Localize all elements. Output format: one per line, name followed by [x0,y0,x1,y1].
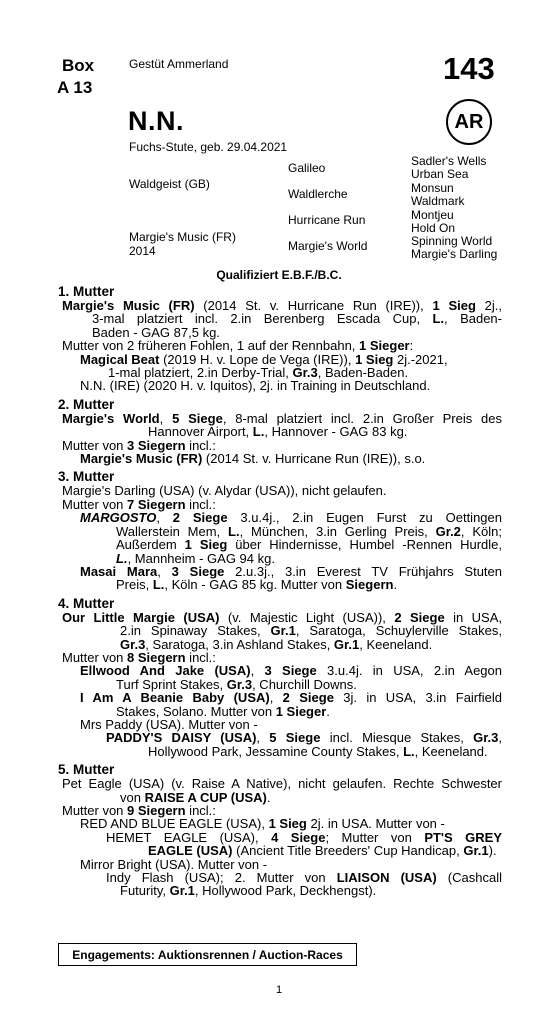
text-run: L. [403,743,415,759]
text-run: , [159,410,173,426]
text-run: 5 Siege [172,410,223,426]
text-run: Masai Mara [80,563,158,579]
section-line [58,452,502,465]
text-run: Gr.1 [333,636,360,652]
text-run: L. [152,577,165,593]
text-run: , [256,730,270,746]
section-line [58,525,502,538]
text-run: Gr.3 [226,676,253,692]
breeder-name: Gestüt Ammerland [129,57,229,71]
pedigree-sire-sire: Galileo [288,161,326,175]
text-run: Mutter von [62,803,128,818]
section-line [58,858,502,871]
text-run: L. [432,311,445,327]
text-run: . [326,703,330,719]
text-run: Preis, [116,577,153,593]
text-run: 2j., [475,298,503,313]
text-run: 7 Siegern [127,496,186,512]
pedigree-g4-3: Monsun [411,181,454,195]
lot-number: 143 [443,51,495,86]
section-line [58,299,502,312]
text-run: 9 Siegern [127,803,186,818]
section-line [58,412,502,425]
section-line [58,552,502,565]
section-heading: 1. Mutter [58,284,115,299]
text-run: 3j. in USA, 3.in Fairfield [333,690,502,706]
section-line [58,439,502,452]
section-line [58,831,502,844]
text-run: Gr.1 [169,883,195,899]
text-run: incl. Miesque Stakes, [320,730,474,746]
text-run: incl.: [185,649,216,665]
text-run: Außerdem [116,537,185,553]
text-run: Mutter von [62,649,128,665]
text-run: 2.u.3j., 3.in Everest TV Frühjahrs Stuten [224,563,502,579]
section-line [58,884,502,897]
text-run: , Keeneland. [359,636,433,652]
pedigree-g4-7: Spinning World [411,234,493,248]
text-run: Hollywood Park, Jessamine County Stakes, [148,743,404,759]
section-line [58,638,502,651]
text-run: Baden - GAG 87,5 kg. [92,324,220,340]
box-number: A 13 [57,78,93,97]
section-line [58,484,502,497]
text-run: Hannover Airport, [148,424,253,440]
section-heading: 2. Mutter [58,396,115,412]
text-run: 1 Sieg [432,298,476,313]
text-run: Margie's Music (FR) [62,298,195,313]
text-run: , 8-mal platziert incl. 2.in Großer Preis des [222,410,503,426]
section-line [58,678,502,691]
section-line [58,745,502,758]
text-run: Pet Eagle (USA) (v. Raise A Native), nicht gelaufen. Rechte Schwester [62,776,502,792]
ar-badge-label: AR [454,110,484,133]
text-run: L. [252,424,265,440]
pedigree-g4-1: Sadler's Wells [411,154,487,168]
section-line [58,624,502,637]
text-run: Margie's Darling (USA) (v. Alydar (USA)), nicht gelaufen. [62,483,387,499]
text-run: , Baden-Baden. [317,365,409,381]
text-run: , [498,730,502,746]
text-run: ; Mutter von [325,829,425,845]
section-line [58,326,502,339]
text-run: 3 Siege [264,663,317,679]
family-sections [58,285,502,898]
pedigree-dam-year: 2014 [129,244,156,258]
text-run: Margie's Music (FR) [80,451,203,467]
section-heading: 5. Mutter [58,762,115,778]
text-run: 1 Sieger [359,338,410,354]
section-line [58,565,502,578]
pedigree-g4-6: Hold On [411,221,456,235]
text-run: . [266,789,271,805]
section-line [58,366,502,379]
engagements-label: Engagements: Auktionsrennen / Auction-Races [72,947,343,962]
pedigree-dam: Margie's Music (FR) [129,230,236,244]
text-run: incl.: [185,803,216,818]
pedigree-sire: Waldgeist (GB) [129,177,210,191]
text-run: (2014 St. v. Hurricane Run (IRE)), s.o. [202,451,426,467]
pedigree-dam-sire: Hurricane Run [288,213,366,227]
pedigree-g4-2: Urban Sea [411,167,469,181]
section-line [58,578,502,591]
text-run: LIAISON (USA) [336,870,437,886]
text-run: 3-mal platziert incl. 2.in Berenberg Escada Cup, [92,311,433,327]
text-run: 1 Sieg [184,537,228,553]
text-run: Gr.1 [463,843,489,859]
text-run: , Saratoga, 3.in Ashland Stakes, [145,636,334,652]
text-run: , Saratoga, Schuylerville Stakes, [295,623,502,639]
text-run: 3 Siege [171,563,225,579]
text-run: Mutter von [62,496,128,512]
text-run: , [250,663,265,679]
section-line [58,705,502,718]
text-run: Ellwood And Jake (USA) [80,663,251,679]
text-run: 3.u.4j. in USA, 2.in Aegon [316,663,502,679]
text-run: , Keeneland. [414,743,488,759]
text-run: Turf Sprint Stakes, [116,676,227,692]
section-line [58,731,502,744]
text-run: , Mannheim - GAG 94 kg. [127,550,275,566]
section-line [58,844,502,857]
text-run: 1 Sieger [275,703,327,719]
text-run: (2019 H. v. Lope de Vega (IRE)), [159,351,356,367]
engagements-box [58,943,357,966]
text-run: Gr.1 [270,623,296,639]
qualification: Qualifiziert E.B.F./B.C. [216,268,342,282]
text-run: 2.in Spinaway Stakes, [120,623,271,639]
section-line [58,538,502,551]
text-run: PT'S GREY [424,829,503,845]
section-line [58,312,502,325]
section-line [58,718,502,731]
text-run: Gr.3 [292,365,318,381]
text-run: incl.: [185,437,216,453]
text-run: , Hollywood Park, Deckhengst). [194,883,377,899]
section-line [58,425,502,438]
text-run: Futurity, [120,883,170,899]
text-run: (Ancient Title Breeders' Cup Handicap, [232,843,464,859]
section-line [58,804,502,817]
horse-name: N.N. [128,106,184,136]
text-run: Mirror Bright (USA). Mutter von - [80,856,268,872]
text-run: RAISE A CUP (USA) [144,789,267,805]
text-run: RED AND BLUE EAGLE (USA), [80,816,269,832]
pedigree-g4-5: Montjeu [411,208,454,222]
section-line [58,611,502,624]
text-run: 2j.-2021, [393,351,448,367]
text-run: 1-mal platziert, 2.in Derby-Trial, [108,365,293,381]
text-run: , München, 3.in Gerling Preis, [239,523,436,539]
pedigree-dam-dam: Margie's World [288,239,368,253]
text-run: , Baden- [444,311,502,327]
section-line [58,379,502,392]
text-run: Stakes, Solano. Mutter von [116,703,276,719]
text-run: 3 Siegern [127,437,186,453]
section-line [58,498,502,511]
text-run: : [409,338,414,354]
text-run: , [269,690,283,706]
text-run: ). [488,843,497,859]
ar-badge [446,99,492,145]
section-line [58,353,502,366]
text-run: Mutter von 2 früheren Fohlen, 1 auf der Rennbahn, [62,338,360,354]
text-run: 4 Siege [271,829,326,845]
section-line [58,871,502,884]
section-line [58,777,502,790]
section-line [58,664,502,677]
pedigree-g4-8: Margie's Darling [411,247,498,261]
text-run: Gr.2 [435,523,461,539]
text-run: 2 Siege [282,690,334,706]
section-heading: 4. Mutter [58,595,115,611]
text-run: PADDY'S DAISY (USA) [106,730,257,746]
text-run: . [393,577,398,593]
text-run: HEMET EAGLE (USA), [106,829,272,845]
text-run: I Am A Beanie Baby (USA) [80,690,270,706]
text-run: Gr.3 [473,730,499,746]
text-run: Our Little Margie (USA) [62,609,220,625]
text-run: MARGOSTO [80,510,157,526]
text-run: , Köln; [460,523,502,539]
text-run: Siegern [345,577,394,593]
text-run: Wallerstein Mem, [116,523,229,539]
text-run: Mrs Paddy (USA). Mutter von - [80,716,258,732]
section-line [58,339,502,352]
section-line [58,817,502,830]
text-run: Mutter von [62,437,128,453]
text-run: , Köln - GAG 85 kg. Mutter von [164,577,346,593]
text-run: über Hindernisse, Humbel -Rennen Hurdle, [227,537,503,553]
text-run: (2014 St. v. Hurricane Run (IRE)), [194,298,433,313]
text-run: EAGLE (USA) [148,843,233,859]
text-run: , [157,563,172,579]
text-run: (v. Majestic Light (USA)), [219,609,395,625]
text-run: Indy Flash (USA); 2. Mutter von [106,870,337,886]
text-run: , [156,510,173,526]
text-run: Magical Beat [80,351,160,367]
text-run: 1 Sieg [355,351,394,367]
text-run: (Cashcall [436,870,502,886]
text-run: L. [116,550,128,566]
text-run: 2 Siege [172,510,228,526]
text-run: Gr.3 [120,636,146,652]
box-label: Box [62,56,95,75]
text-run: N.N. (IRE) (2020 H. v. Iquitos), 2j. in Training in Deutschland. [80,378,431,394]
section-line [58,511,502,524]
text-run: 3.u.4j., 2.in Eugen Furst zu Oettingen [227,510,502,526]
section-line [58,791,502,804]
text-run: 5 Siege [269,730,321,746]
text-run: 1 Sieg [268,816,307,832]
pedigree-sire-dam: Waldlerche [288,187,348,201]
text-run: 2 Siege [394,609,445,625]
text-run: 2j. in USA. Mutter von - [306,816,445,832]
text-run: incl.: [185,496,216,512]
text-run: , Hannover - GAG 83 kg. [264,424,408,440]
horse-description: Fuchs-Stute, geb. 29.04.2021 [129,140,288,154]
text-run: L. [228,523,240,539]
text-run: von [120,789,145,805]
section-line [58,651,502,664]
text-run: 8 Siegern [127,649,186,665]
text-run: Margie's World [62,410,160,426]
text-run: in USA, [444,609,503,625]
pedigree-g4-4: Waldmark [411,194,465,208]
page-number: 1 [275,984,283,996]
section-heading: 3. Mutter [58,469,115,485]
text-run: , Churchill Downs. [252,676,357,692]
section-line [58,691,502,704]
